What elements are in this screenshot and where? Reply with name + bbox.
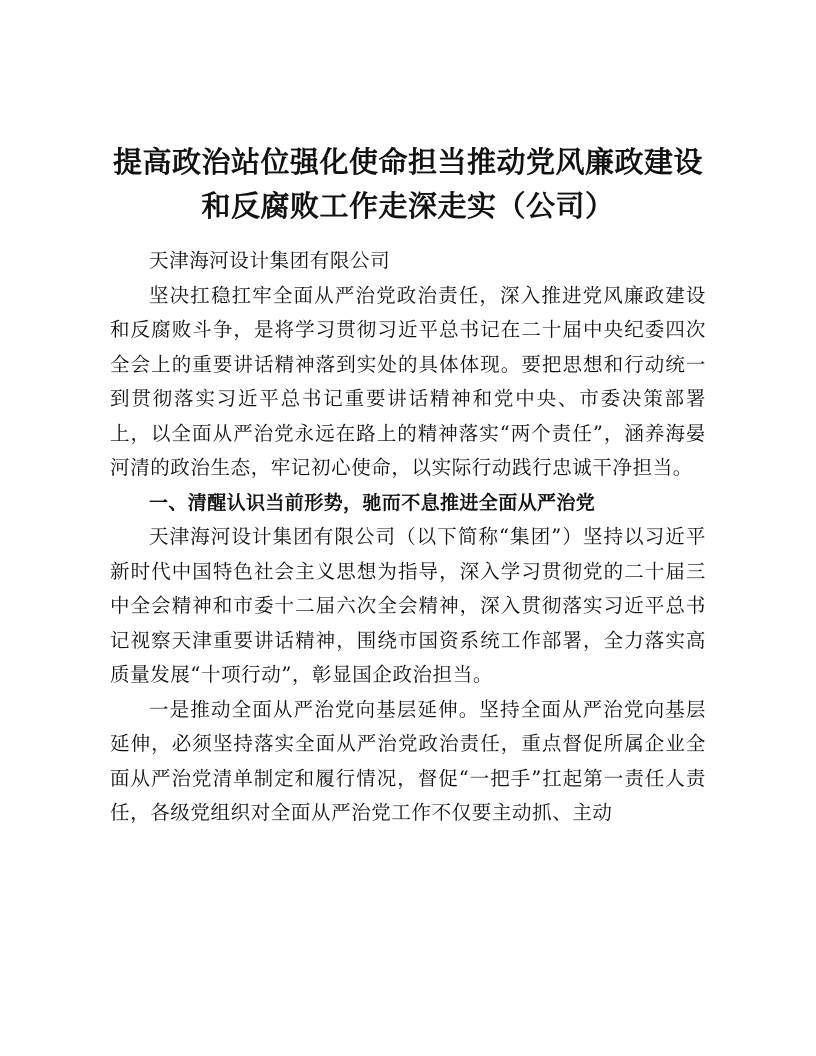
author-line: 天津海河设计集团有限公司 bbox=[149, 249, 391, 272]
section-heading-1: 一、清醒认识当前形势，驰而不息推进全面从严治党 bbox=[149, 491, 596, 514]
section-1-paragraph-1: 天津海河设计集团有限公司（以下简称“集团”）坚持以习近平新时代中国特色社会主义思想为指导，深入学习贯彻党的二十届三中全会精神和市委十二届六次全会精神，深入贯彻落实习近平总书记视察天津重要讲话精神，围绕市国资系统工作部署，全力落实高质量发展“十项行动”，彰显国企政治担当。 bbox=[110, 525, 706, 686]
document-title bbox=[100, 140, 716, 228]
title-line-1: 提高政治站位强化使命担当推动党风廉政建设 bbox=[112, 145, 703, 179]
title-line-2: 和反腐败工作走深走实（公司） bbox=[201, 189, 615, 223]
document-body bbox=[110, 244, 706, 831]
section-1-paragraph-2: 一是推动全面从严治党向基层延伸。坚持全面从严治党向基层延伸，必须坚持落实全面从严治党政治责任，重点督促所属企业全面从严治党清单制定和履行情况，督促“一把手”扛起第一责任人责任，各级党组织对全面从严治党工作不仅要主动抓、主动 bbox=[110, 697, 706, 824]
intro-paragraph: 坚决扛稳扛牢全面从严治党政治责任，深入推进党风廉政建设和反腐败斗争，是将学习贯彻习近平总书记在二十届中央纪委四次全会上的重要讲话精神落到实处的具体体现。要把思想和行动统一到贯彻落实习近平总书记重要讲话精神和党中央、市委决策部署上，以全面从严治党永远在路上的精神落实“两个责任”，涵养海晏河清的政治生态，牢记初心使命，以实际行动践行忠诚干净担当。 bbox=[110, 283, 706, 479]
